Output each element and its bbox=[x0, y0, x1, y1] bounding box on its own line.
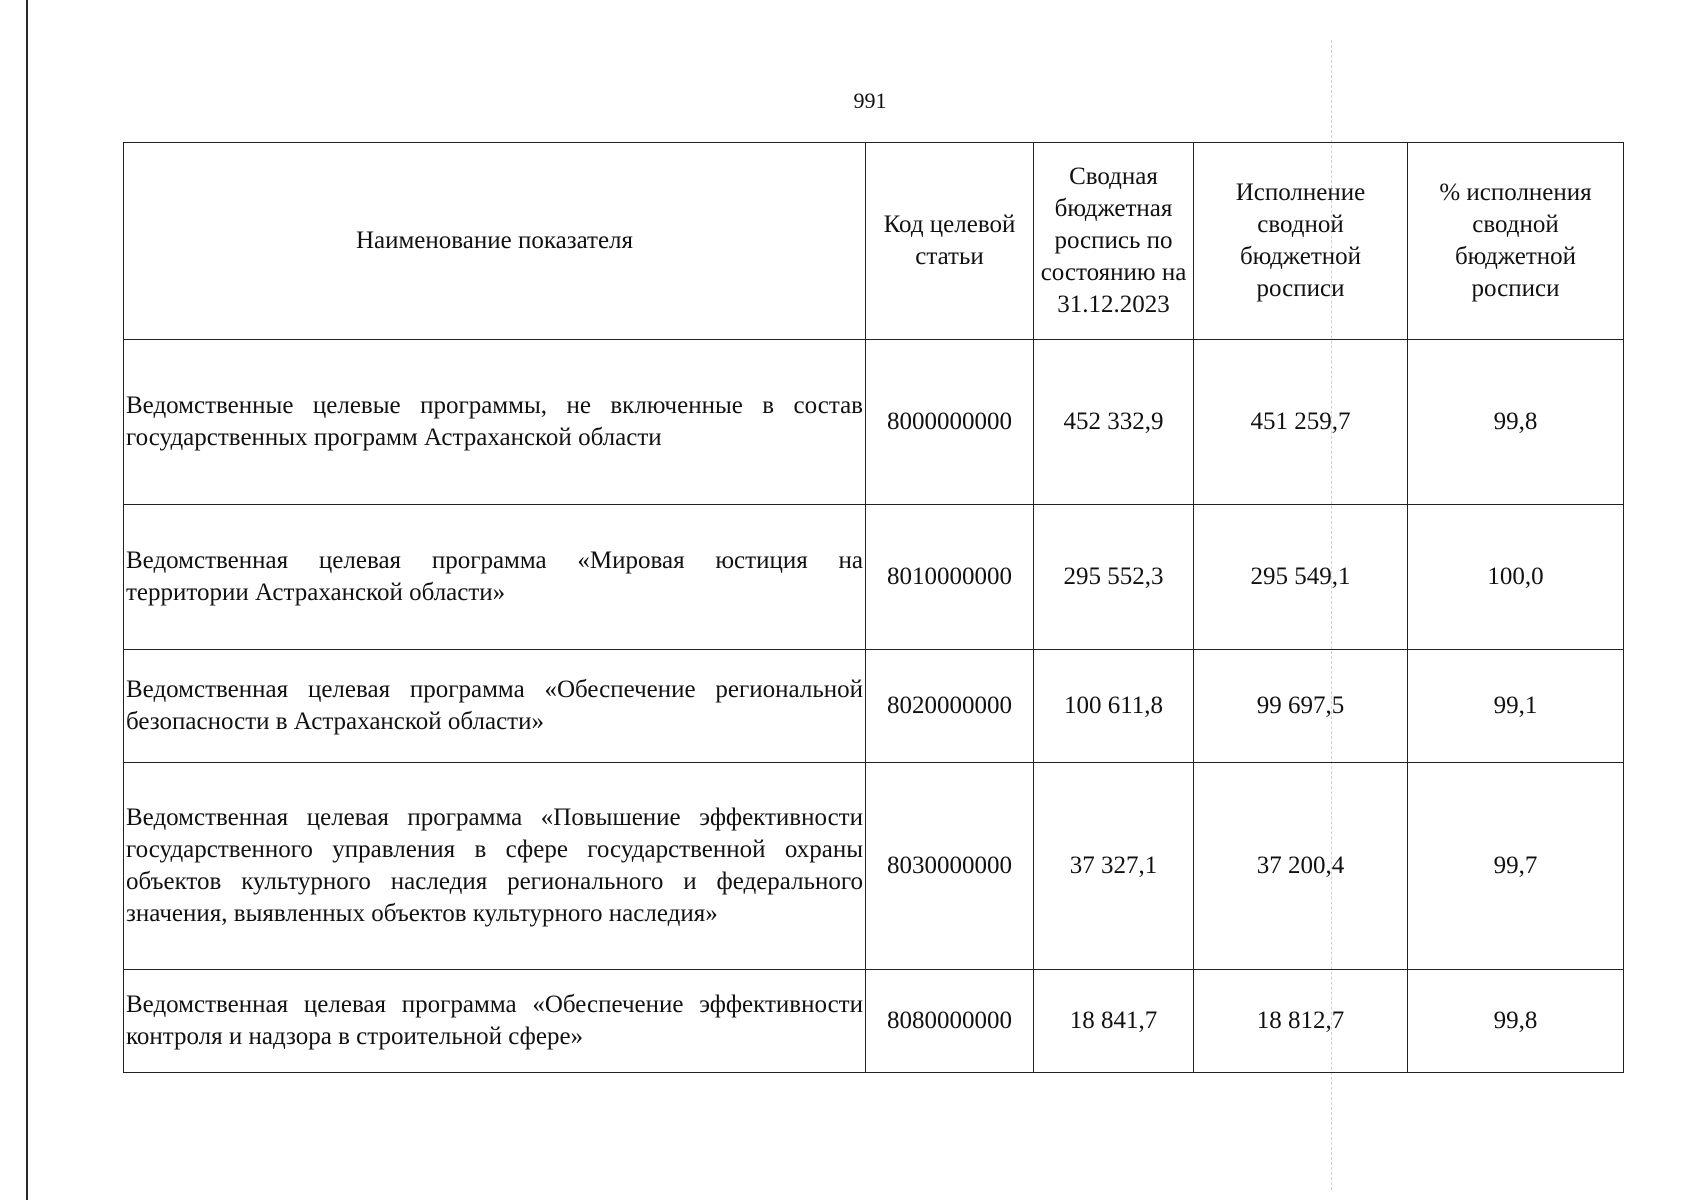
table-row bbox=[124, 763, 1624, 970]
row-plan: 295 552,3 bbox=[1034, 505, 1194, 650]
scan-left-edge bbox=[26, 0, 28, 1200]
row-percent: 99,1 bbox=[1408, 650, 1624, 763]
row-actual: 295 549,1 bbox=[1194, 505, 1408, 650]
row-code: 8080000000 bbox=[866, 970, 1034, 1073]
row-name: Ведомственная целевая программа «Обеспечение эффективности контроля и надзора в строительной сфере» bbox=[124, 970, 866, 1073]
row-percent: 99,7 bbox=[1408, 763, 1624, 970]
row-actual: 451 259,7 bbox=[1194, 340, 1408, 505]
row-plan: 100 611,8 bbox=[1034, 650, 1194, 763]
header-target-code: Код целевой статьи bbox=[866, 143, 1034, 340]
table-row bbox=[124, 650, 1624, 763]
row-plan: 452 332,9 bbox=[1034, 340, 1194, 505]
row-name: Ведомственная целевая программа «Мировая юстиция на территории Астраханской области» bbox=[124, 505, 866, 650]
row-percent: 99,8 bbox=[1408, 340, 1624, 505]
header-execution-percent: % исполнения сводной бюджетной росписи bbox=[1408, 143, 1624, 340]
header-budget-execution: Исполнение сводной бюджетной росписи bbox=[1194, 143, 1408, 340]
row-plan: 18 841,7 bbox=[1034, 970, 1194, 1073]
header-indicator-name: Наименование показателя bbox=[124, 143, 866, 340]
row-name: Ведомственная целевая программа «Обеспечение региональной безопасности в Астраханской области» bbox=[124, 650, 866, 763]
row-code: 8030000000 bbox=[866, 763, 1034, 970]
row-actual: 18 812,7 bbox=[1194, 970, 1408, 1073]
row-code: 8010000000 bbox=[866, 505, 1034, 650]
row-code: 8020000000 bbox=[866, 650, 1034, 763]
page-number: 991 bbox=[853, 88, 887, 113]
row-actual: 99 697,5 bbox=[1194, 650, 1408, 763]
row-name: Ведомственная целевая программа «Повышение эффективности государственного управления в сфере государственной охраны объектов культурного наследия регионального и федерального значения, выявленных объектов культурного наследия» bbox=[124, 763, 866, 970]
budget-table bbox=[123, 142, 1624, 1073]
table-row bbox=[124, 505, 1624, 650]
header-budget-plan: Сводная бюджетная роспись по состоянию на 31.12.2023 bbox=[1034, 143, 1194, 340]
table-row bbox=[124, 970, 1624, 1073]
row-actual: 37 200,4 bbox=[1194, 763, 1408, 970]
row-plan: 37 327,1 bbox=[1034, 763, 1194, 970]
row-name: Ведомственные целевые программы, не включенные в состав государственных программ Астраханской области bbox=[124, 340, 866, 505]
row-percent: 99,8 bbox=[1408, 970, 1624, 1073]
row-percent: 100,0 bbox=[1408, 505, 1624, 650]
table-row bbox=[124, 340, 1624, 505]
header-row bbox=[124, 143, 1624, 340]
row-code: 8000000000 bbox=[866, 340, 1034, 505]
